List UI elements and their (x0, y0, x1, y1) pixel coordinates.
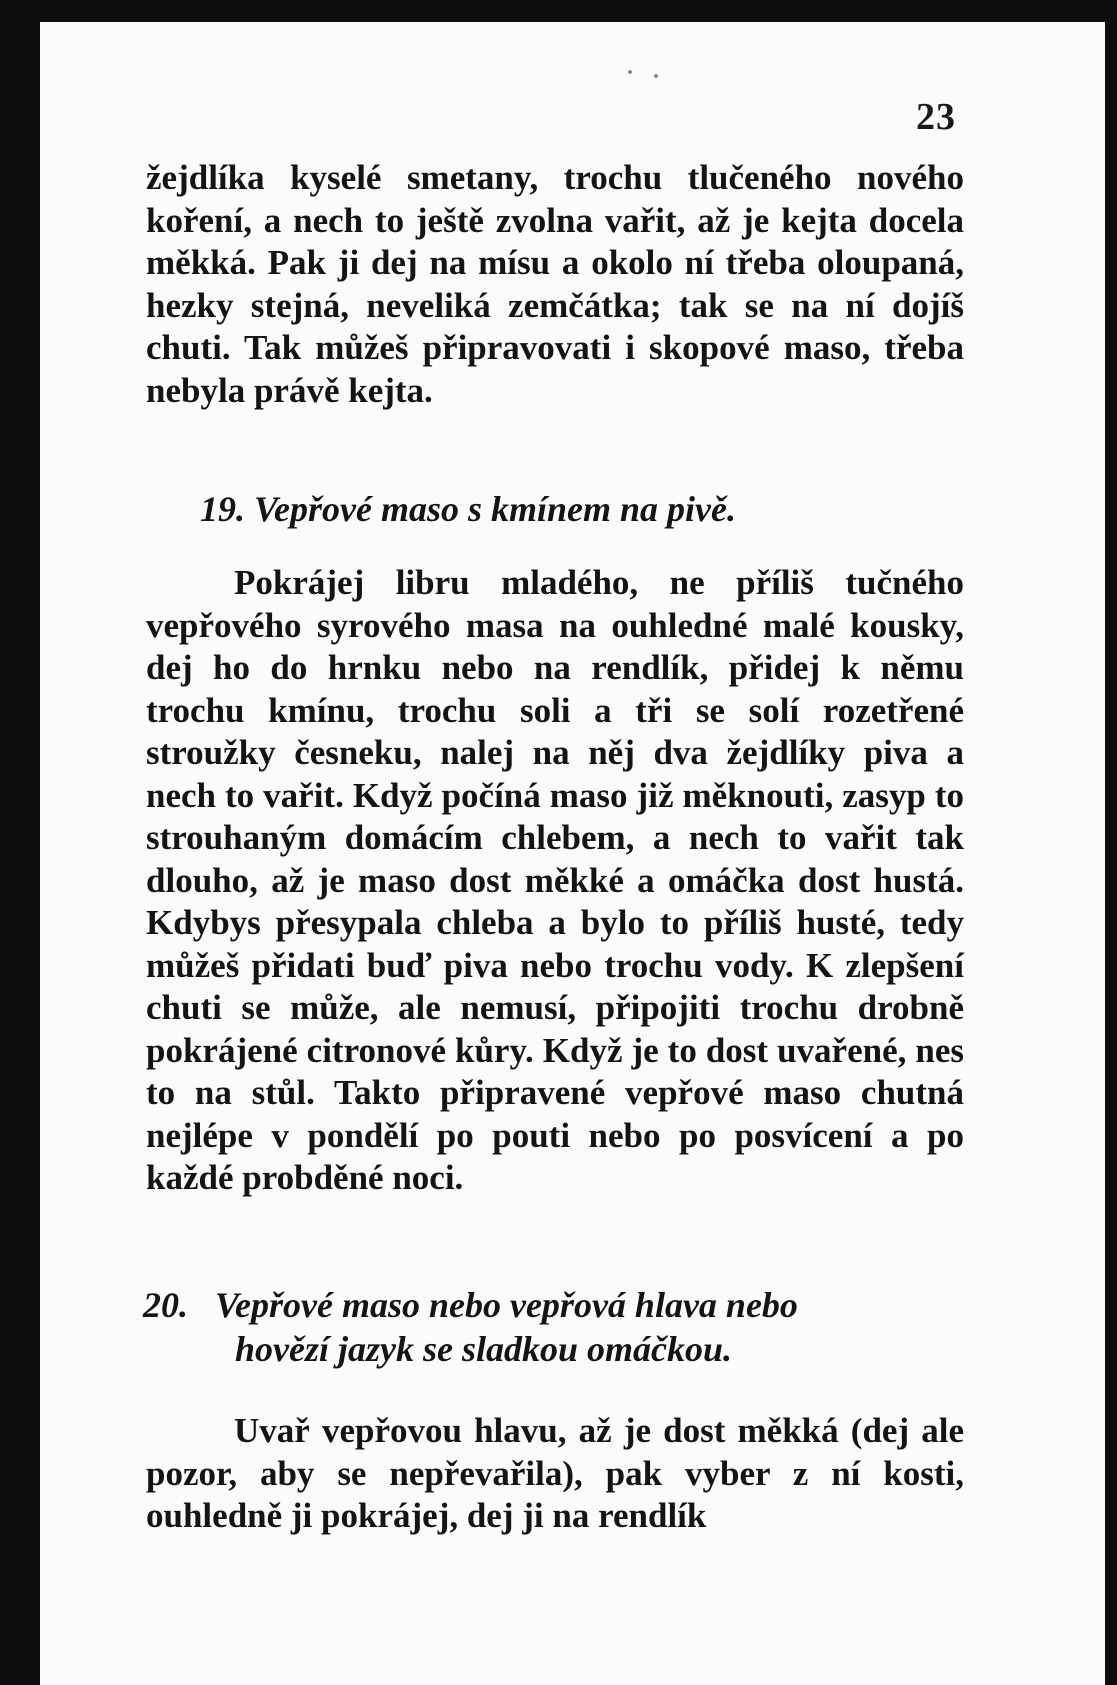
scan-speck (654, 74, 658, 78)
recipe-19-title: Vepřové maso s kmínem na pivě. (254, 489, 736, 529)
page-number: 23 (916, 96, 956, 138)
scan-top-border (0, 0, 1117, 22)
recipe-20-paragraph: Uvař vepřovou hlavu, až je dost měkká (dej ale pozor, aby se nepřevařila), pak vyber z ní kosti, ouhledně ji pokrájej, dej ji na rendlík (146, 1411, 964, 1535)
scan-speck (628, 70, 632, 74)
scan-left-border (0, 0, 40, 1685)
recipe-20-heading (143, 1283, 973, 1371)
recipe-20-title-line2: hovězí jazyk se sladkou omáčkou. (235, 1329, 733, 1369)
continuation-paragraph: žejdlíka kyselé smetany, trochu tlučeného nového koření, a nech to ještě zvolna vařit, až je kejta docela měkká. Pak ji dej na mísu a okolo ní třeba oloupaná, hezky stejná, neveliká zemčátka; tak se na ní dojíš chuti. Tak můžeš připravovati i skopové maso, třeba nebyla právě kejta. (146, 158, 964, 410)
scan-right-border (1105, 0, 1117, 1685)
recipe-19-paragraph: Pokrájej libru mladého, ne příliš tučného vepřového syrového masa na ouhledné malé kousky, dej ho do hrnku nebo na rendlík, přidej k němu trochu kmínu, trochu soli a tři se solí rozetřené stroužky česneku, nalej na něj dva žejdlíky piva a nech to vařit. Když počíná maso již měknouti, zasyp to strouhaným domácím chlebem, a nech to vařit tak dlouho, až je maso dost měkké a omáčka dost hustá. Kdybys přesypala chleba a bylo to příliš husté, tedy můžeš přidati buď piva nebo trochu vody. K zlepšení chuti se může, ale nemusí, připojiti trochu drobně pokrájené citronové kůry. Když je to dost uvařené, nes to na stůl. Takto připravené vepřové maso chutná nejlépe v pondělí po pouti nebo po posvícení a po každé probděné noci. (146, 563, 964, 1197)
recipe-20-number: 20. (143, 1285, 188, 1325)
recipe-19-heading (200, 487, 736, 531)
recipe-19-number: 19. (200, 489, 245, 529)
recipe-20-title-line1: Vepřové maso nebo vepřová hlava nebo (215, 1285, 798, 1325)
